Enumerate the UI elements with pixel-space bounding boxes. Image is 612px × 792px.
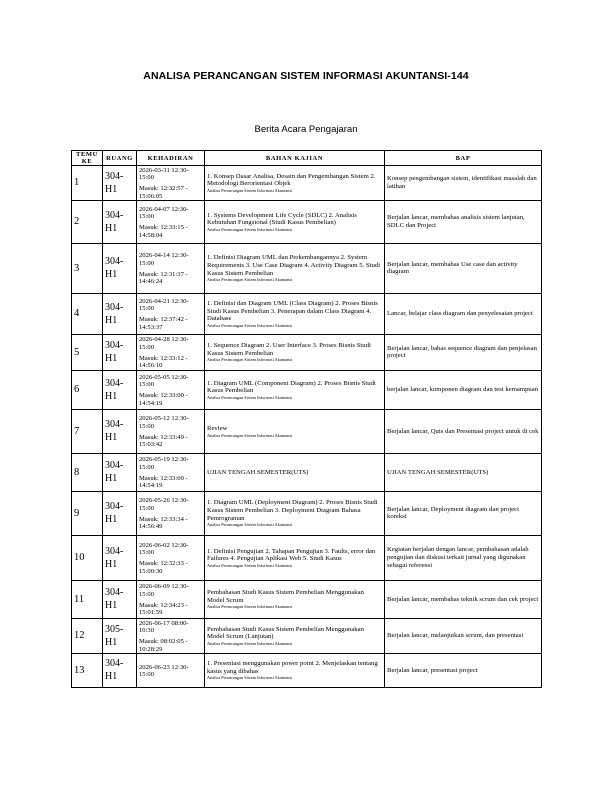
cell-kehadiran <box>137 243 205 293</box>
table-row <box>72 200 542 243</box>
attendance-time: Masuk: 12:33:15 - 14:58:04 <box>139 224 188 239</box>
cell-bap: berjalan lancar, komponen diagram dan test kemampuan <box>385 370 542 409</box>
cell-temu: 6 <box>72 370 103 409</box>
cell-ruang: 304-H1 <box>103 200 137 243</box>
cell-bap: Konsep pengembangan sistem, identifikasi masalah dan latihan <box>385 166 542 201</box>
attendance-time: Masuk: 12:32:33 - 15:00:30 <box>139 560 188 575</box>
schedule-time: 2026-05-19 12:30-15:00 <box>139 456 189 471</box>
cell-ruang: 304-H1 <box>103 535 137 580</box>
cell-bahan <box>205 491 385 535</box>
col-header-bap: BAP <box>385 151 542 166</box>
attendance-time: Masuk: 12:31:37 - 14:46:24 <box>139 270 188 286</box>
schedule-time: 2026-05-26 12:30-15:00 <box>139 497 189 512</box>
cell-kehadiran <box>137 409 205 453</box>
schedule-time: 2026-06-09 12:30-15:00 <box>139 583 189 598</box>
attendance-time: Masuk: 12:34:23 - 15:01:59 <box>139 601 188 617</box>
bahan-text: 1. Definisi Diagram UML dan Perkembangannya 2. System Requirements 3. Use Case Diagram 4. Activity Diagram 5. Studi Kasus Sistem Pembelian <box>207 254 381 277</box>
cell-bahan <box>205 453 385 491</box>
schedule-time: 2026-04-07 12:30-15:00 <box>139 205 189 221</box>
cell-kehadiran <box>137 453 205 491</box>
attendance-time: Masuk: 08:02:05 - 10:28:29 <box>139 638 188 653</box>
col-header-temu: TEMU KE <box>72 151 103 166</box>
cell-ruang: 304-H1 <box>103 166 137 201</box>
bahan-subject: Analisa Perancangan Sistem Informasi Akuntansi <box>207 432 293 438</box>
cell-kehadiran <box>137 618 205 653</box>
bahan-subject: Analisa Perancangan Sistem Informasi Akuntansi <box>207 357 293 363</box>
bahan-subject: Analisa Perancangan Sistem Informasi Akuntansi <box>207 675 293 681</box>
cell-kehadiran <box>137 535 205 580</box>
cell-bap: UJIAN TENGAH SEMESTER(UTS) <box>385 453 542 491</box>
schedule-time: 2026-06-17 08:00-10:30 <box>139 619 189 635</box>
bahan-text: 1. Presentasi menggunakan power point 2. Menjelaskan tentang kasus yang dibahas <box>207 660 378 675</box>
cell-bahan <box>205 653 385 687</box>
bahan-text: 1. Konsep Dasar Analisa, Desain dan Pengembangan Sistem 2. Metodologi Berorientasi Objek <box>207 172 376 188</box>
cell-bap: Berjalan lancar, Deployment diagram dan project koreksi <box>385 491 542 535</box>
cell-temu: 8 <box>72 453 103 491</box>
cell-temu: 1 <box>72 166 103 201</box>
table-header-row <box>72 151 542 166</box>
cell-bahan <box>205 200 385 243</box>
table-row <box>72 535 542 580</box>
cell-temu: 5 <box>72 334 103 370</box>
cell-bap: Berjalan lancar, presentasi project <box>385 653 542 687</box>
bahan-subject: Analisa Perancangan Sistem Informasi Akuntansi <box>207 394 293 400</box>
bahan-text: Pembahasan Studi Kasus Sistem Pembelian Menggunakan Model Scrum (Lanjutan) <box>207 625 364 641</box>
cell-kehadiran <box>137 200 205 243</box>
cell-ruang: 304-H1 <box>103 370 137 409</box>
bahan-subject: Analisa Perancangan Sistem Informasi Akuntansi <box>207 277 293 283</box>
cell-bahan <box>205 618 385 653</box>
cell-bahan <box>205 334 385 370</box>
cell-kehadiran <box>137 580 205 618</box>
cell-ruang: 304-H1 <box>103 491 137 535</box>
bahan-text: 1. Definisi dan Diagram UML (Class Diagram) 2. Proses Bisnis Studi Kasus Pembelian 3. Penerapan dalam Class Diagram 4. Database <box>207 299 378 323</box>
cell-ruang: 304-H1 <box>103 334 137 370</box>
schedule-time: 2026-04-28 12:30-15:00 <box>139 336 189 351</box>
bahan-text: 1. Sequence Diagram 2. User Interface 3. Proses Bisnis Studi Kasus Sistem Pembelian <box>207 342 371 357</box>
cell-kehadiran <box>137 491 205 535</box>
cell-ruang: 304-H1 <box>103 293 137 334</box>
schedule-time: 2026-05-05 12:30-15:00 <box>139 373 189 389</box>
table-row <box>72 334 542 370</box>
page-title: ANALISA PERANCANGAN SISTEM INFORMASI AKUNTANSI-144 <box>143 70 469 82</box>
bahan-text: Review <box>207 425 228 433</box>
cell-bap: Berjalan lancar, melanjutkan scrum, dan presentasi <box>385 618 542 653</box>
attendance-time: Masuk: 12:33:00 - 14:54:19 <box>139 392 188 407</box>
table-row <box>72 653 542 687</box>
attendance-time: Masuk: 12:33:00 - 14:54:19 <box>139 474 188 490</box>
table-row <box>72 409 542 453</box>
table-row <box>72 370 542 409</box>
cell-temu: 2 <box>72 200 103 243</box>
cell-bahan <box>205 370 385 409</box>
cell-bahan <box>205 243 385 293</box>
cell-temu: 3 <box>72 243 103 293</box>
bahan-subject: Analisa Perancangan Sistem Informasi Akuntansi <box>207 322 293 328</box>
bahan-subject: Analisa Perancangan Sistem Informasi Akuntansi <box>207 226 293 232</box>
cell-kehadiran <box>137 370 205 409</box>
cell-ruang: 305-H1 <box>103 618 137 653</box>
bahan-subject: Analisa Perancangan Sistem Informasi Akuntansi <box>207 188 293 193</box>
cell-ruang: 304-H1 <box>103 453 137 491</box>
attendance-time: Masuk: 12:37:42 - 14:53:37 <box>139 316 188 331</box>
cell-bap: Kegiatan berjalan dengan lancar, pembahasan adalah pengujian dan diskusi terkait jurnal yang digunakan sebagai referensi <box>385 535 542 580</box>
table-row <box>72 453 542 491</box>
table-row <box>72 293 542 334</box>
cell-bap: Berjalan lancar, bahas sequence diagram dan penjelasan project <box>385 334 542 370</box>
cell-bap: Berjalan lancar, Quis dan Presentasi project untuk di cek <box>385 409 542 453</box>
cell-bap: Berjalan lancar, membahas teknik scrum dan cek project <box>385 580 542 618</box>
page-subtitle: Berita Acara Pengajaran <box>254 124 358 135</box>
bahan-text: 1. Diagram UML (Component Diagram) 2. Proses Bisnis Studi Kasus Pembelian <box>207 379 376 395</box>
bahan-text: 1. Definisi Pengujian 2. Tahapan Pengujian 3. Faults, error dan Failures 4. Pengujian Aplikasi Web 5. Studi Kasus <box>207 547 376 563</box>
schedule-time: 2026-04-21 12:30-15:00 <box>139 297 189 313</box>
cell-temu: 4 <box>72 293 103 334</box>
bahan-subject: Analisa Perancangan Sistem Informasi Akuntansi <box>207 640 293 646</box>
cell-temu: 9 <box>72 491 103 535</box>
cell-bahan <box>205 580 385 618</box>
table-row <box>72 243 542 293</box>
bahan-subject: Analisa Perancangan Sistem Informasi Akuntansi <box>207 522 293 528</box>
schedule-time: 2026-04-14 12:30-15:00 <box>139 252 189 267</box>
bahan-text: 1. Systems Development Life Cycle (SDLC) 2. Analisis Kebutuhan Fungsional (Studi Kasus Pembelian) <box>207 211 357 227</box>
cell-bap: Lancar, belajar class diagram dan penyelesaian project <box>385 293 542 334</box>
cell-bap: Berjalan lancar, membahas Use case dan activity diagram <box>385 243 542 293</box>
attendance-time: Masuk: 12:33:12 - 14:56:10 <box>139 354 188 370</box>
attendance-time: Masuk: 12:33:49 - 15:03:42 <box>139 433 188 449</box>
col-header-ruang: RUANG <box>103 151 137 166</box>
cell-kehadiran <box>137 653 205 687</box>
cell-temu: 11 <box>72 580 103 618</box>
col-header-kehadiran: KEHADIRAN <box>137 151 205 166</box>
table-row <box>72 491 542 535</box>
cell-temu: 13 <box>72 653 103 687</box>
bahan-text: 1. Diagram UML (Deployment Diagram) 2. Proses Bisnis Studi Kasus Sistem Pembelian 3. Deployment Diagram Bahasa Pemrograman <box>207 499 378 522</box>
schedule-time: 2026-06-23 12:30-15:00 <box>139 663 189 678</box>
cell-kehadiran <box>137 293 205 334</box>
col-header-bahan: BAHAN KAJIAN <box>205 151 385 166</box>
cell-ruang: 304-H1 <box>103 243 137 293</box>
table-row <box>72 618 542 653</box>
bahan-subject: Analisa Perancangan Sistem Informasi Akuntansi <box>207 604 293 610</box>
cell-bahan <box>205 535 385 580</box>
bahan-text: Pembahasan Studi Kasus Sistem Pembelian Menggunakan Model Scrum <box>207 589 364 604</box>
cell-kehadiran <box>137 166 205 201</box>
table-row <box>72 580 542 618</box>
cell-bap: Berjalan lancar, membahas analisis sistem lanjutan, SDLC dan Project <box>385 200 542 243</box>
schedule-time: 2026-06-02 12:30-15:00 <box>139 541 189 557</box>
cell-bahan <box>205 409 385 453</box>
schedule-time: 2026-03-31 12:30-15:00 <box>139 167 189 182</box>
cell-temu: 7 <box>72 409 103 453</box>
schedule-time: 2026-05-12 12:30-15:00 <box>139 415 189 430</box>
table-row <box>72 166 542 201</box>
cell-ruang: 304-H1 <box>103 653 137 687</box>
cell-ruang: 304-H1 <box>103 580 137 618</box>
bahan-text: UJIAN TENGAH SEMESTER(UTS) <box>207 468 309 476</box>
attendance-time: Masuk: 12:33:34 - 14:56:49 <box>139 515 188 531</box>
cell-bahan <box>205 166 385 201</box>
bap-table <box>71 150 542 688</box>
cell-temu: 10 <box>72 535 103 580</box>
cell-bahan <box>205 293 385 334</box>
cell-ruang: 304-H1 <box>103 409 137 453</box>
attendance-time: Masuk: 12:32:57 - 15:06:05 <box>139 185 188 200</box>
cell-temu: 12 <box>72 618 103 653</box>
cell-kehadiran <box>137 334 205 370</box>
bahan-subject: Analisa Perancangan Sistem Informasi Akuntansi <box>207 562 293 568</box>
